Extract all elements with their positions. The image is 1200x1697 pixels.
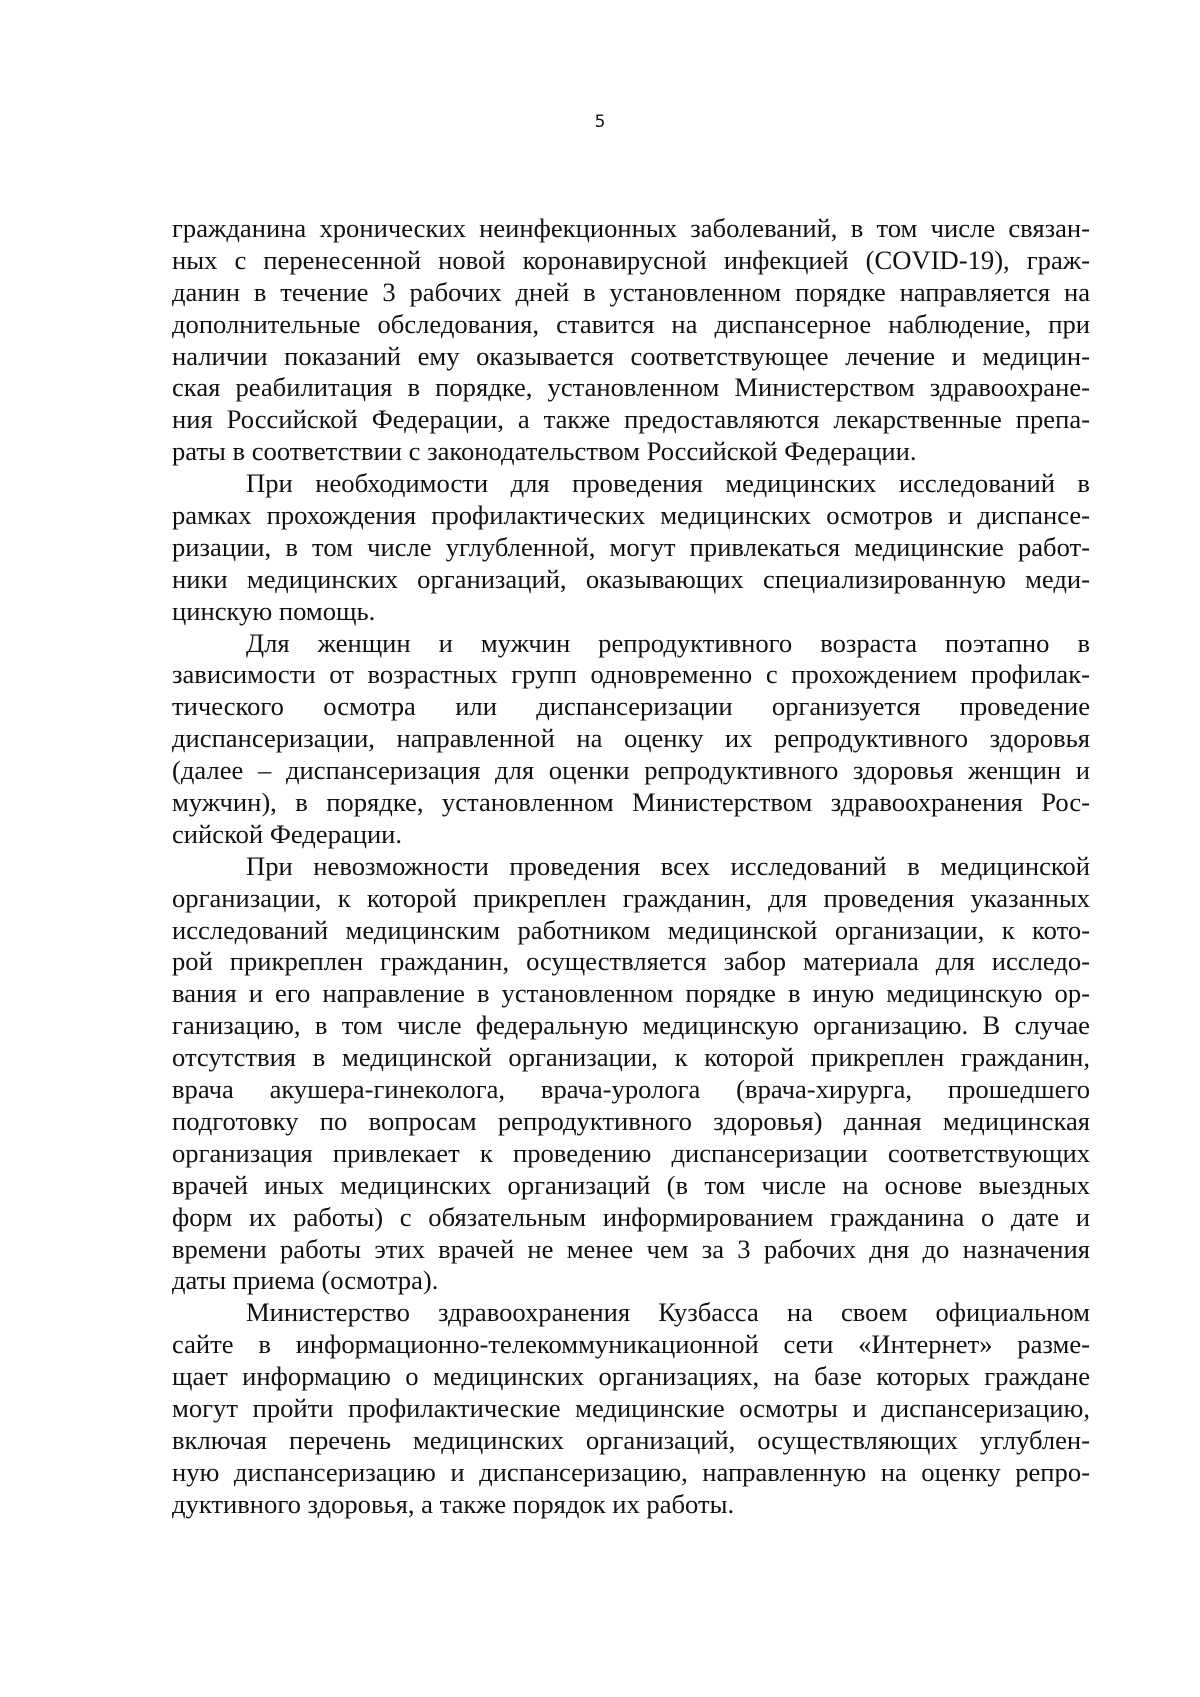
text-line: зависимости от возрастных групп одновременно с прохождением профилак- (172, 659, 1090, 690)
text-line: дуктивного здоровья, а также порядок их работы. (172, 1488, 735, 1519)
text-line: ных с перенесенной новой коронавирусной инфекцией (COVID-19), граж- (172, 244, 1090, 275)
text-line: рамках прохождения профилактических медицинских осмотров и диспансе- (172, 500, 1090, 531)
text-line: раты в соответствии с законодательством Российской Федерации. (172, 436, 917, 467)
text-line: подготовку по вопросам репродуктивного здоровья) данная медицинская (172, 1105, 1090, 1136)
text-line: гражданина хронических неинфекционных заболеваний, в том числе связан- (172, 213, 1090, 243)
text-line: ную диспансеризацию и диспансеризацию, направленную на оценку репро- (172, 1456, 1090, 1487)
text-line: ризации, в том числе углубленной, могут привлекаться медицинские работ- (172, 531, 1090, 562)
text-line: сайте в информационно-телекоммуникационной сети «Интернет» разме- (172, 1329, 1090, 1360)
text-line: дополнительные обследования, ставится на диспансерное наблюдение, при (172, 308, 1090, 339)
text-line: ганизацию, в том числе федеральную медицинскую организацию. В случае (172, 1010, 1090, 1041)
paragraph (172, 851, 1090, 1297)
page-number: 5 (594, 112, 606, 132)
text-line: Министерство здравоохранения Кузбасса на своем официальном (246, 1297, 1090, 1328)
text-line: могут пройти профилактические медицинские осмотры и диспансеризацию, (172, 1392, 1090, 1423)
text-line: форм их работы) с обязательным информированием гражданина о дате и (172, 1201, 1090, 1232)
text-line: времени работы этих врачей не менее чем за 3 рабочих дня до назначения (172, 1233, 1090, 1264)
text-line: При необходимости для проведения медицинских исследований в (246, 468, 1090, 499)
text-line: даты приема (осмотра). (172, 1265, 439, 1296)
text-line: диспансеризации, направленной на оценку их репродуктивного здоровья (172, 723, 1090, 754)
text-line: При невозможности проведения всех исследований в медицинской (246, 850, 1090, 881)
document-body (172, 213, 1090, 1521)
text-line: организация привлекает к проведению диспансеризации соответствующих (172, 1137, 1090, 1168)
paragraph (172, 1297, 1090, 1520)
paragraph (172, 628, 1090, 851)
text-line: наличии показаний ему оказывается соответствующее лечение и медицин- (172, 340, 1090, 371)
text-line: врачей иных медицинских организаций (в том числе на основе выездных (172, 1169, 1090, 1200)
text-line: организации, к которой прикреплен гражданин, для проведения указанных (172, 882, 1090, 913)
text-line: ская реабилитация в порядке, установленном Министерством здравоохране- (172, 372, 1090, 403)
text-line: включая перечень медицинских организаций, осуществляющих углублен- (172, 1424, 1090, 1455)
text-line: вания и его направление в установленном порядке в иную медицинскую ор- (172, 978, 1090, 1009)
text-line: мужчин), в порядке, установленном Министерством здравоохранения Рос- (172, 787, 1090, 818)
text-line: данин в течение 3 рабочих дней в установленном порядке направляется на (172, 276, 1090, 307)
text-line: Для женщин и мужчин репродуктивного возраста поэтапно в (246, 627, 1090, 658)
paragraph (172, 213, 1090, 468)
text-line: ники медицинских организаций, оказывающих специализированную меди- (172, 563, 1090, 594)
text-line: рой прикреплен гражданин, осуществляется забор материала для исследо- (172, 946, 1090, 977)
text-line: (далее – диспансеризация для оценки репродуктивного здоровья женщин и (172, 755, 1090, 786)
paragraph (172, 468, 1090, 627)
text-line: исследований медицинским работником медицинской организации, к кото- (172, 914, 1090, 945)
text-line: сийской Федерации. (172, 818, 403, 849)
text-line: врача акушера-гинеколога, врача-уролога (врача-хирурга, прошедшего (172, 1074, 1090, 1105)
text-line: отсутствия в медицинской организации, к которой прикреплен гражданин, (172, 1042, 1090, 1073)
text-line: тического осмотра или диспансеризации организуется проведение (172, 691, 1090, 722)
text-line: цинскую помощь. (172, 595, 376, 626)
text-line: ния Российской Федерации, а также предоставляются лекарственные препа- (172, 404, 1090, 435)
text-line: щает информацию о медицинских организациях, на базе которых граждане (172, 1361, 1090, 1392)
